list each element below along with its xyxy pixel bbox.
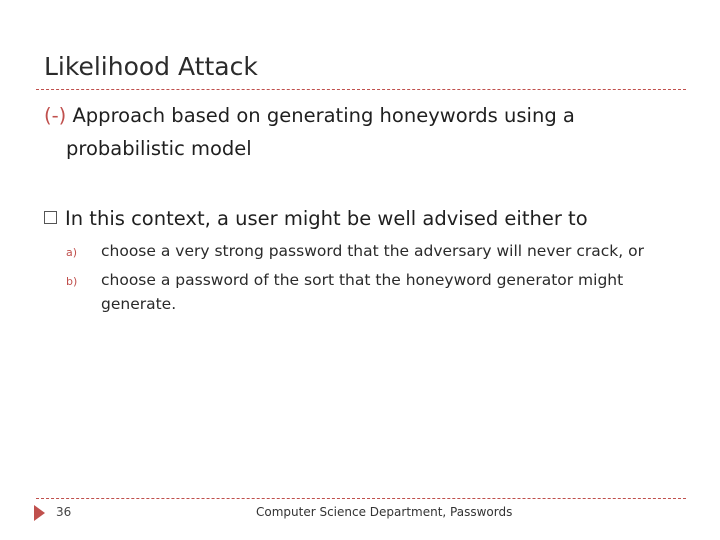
sub-item-b-text-2: generate. xyxy=(101,295,177,313)
point-1-line-1 xyxy=(44,104,575,127)
page-number: 36 xyxy=(56,505,72,519)
footer-divider xyxy=(36,498,686,499)
point-1-marker: (-) xyxy=(44,104,67,127)
point-2 xyxy=(44,207,588,230)
slide-title: Likelihood Attack xyxy=(44,52,258,81)
point-1-text-1: Approach based on generating honeywords using a xyxy=(72,104,575,127)
point-2-text: In this context, a user might be well advised either to xyxy=(65,207,588,230)
arrow-right-icon xyxy=(34,505,45,521)
point-1-text-2: probabilistic model xyxy=(66,137,252,160)
footer-text: Computer Science Department, Passwords xyxy=(256,505,513,519)
sub-item-b-marker: b) xyxy=(66,275,78,288)
title-divider xyxy=(36,89,686,90)
square-bullet-icon xyxy=(44,211,57,224)
sub-item-b-text-1: choose a password of the sort that the honeyword generator might xyxy=(101,271,624,289)
sub-item-a-marker: a) xyxy=(66,246,78,259)
sub-item-a-text: choose a very strong password that the adversary will never crack, or xyxy=(101,242,644,260)
